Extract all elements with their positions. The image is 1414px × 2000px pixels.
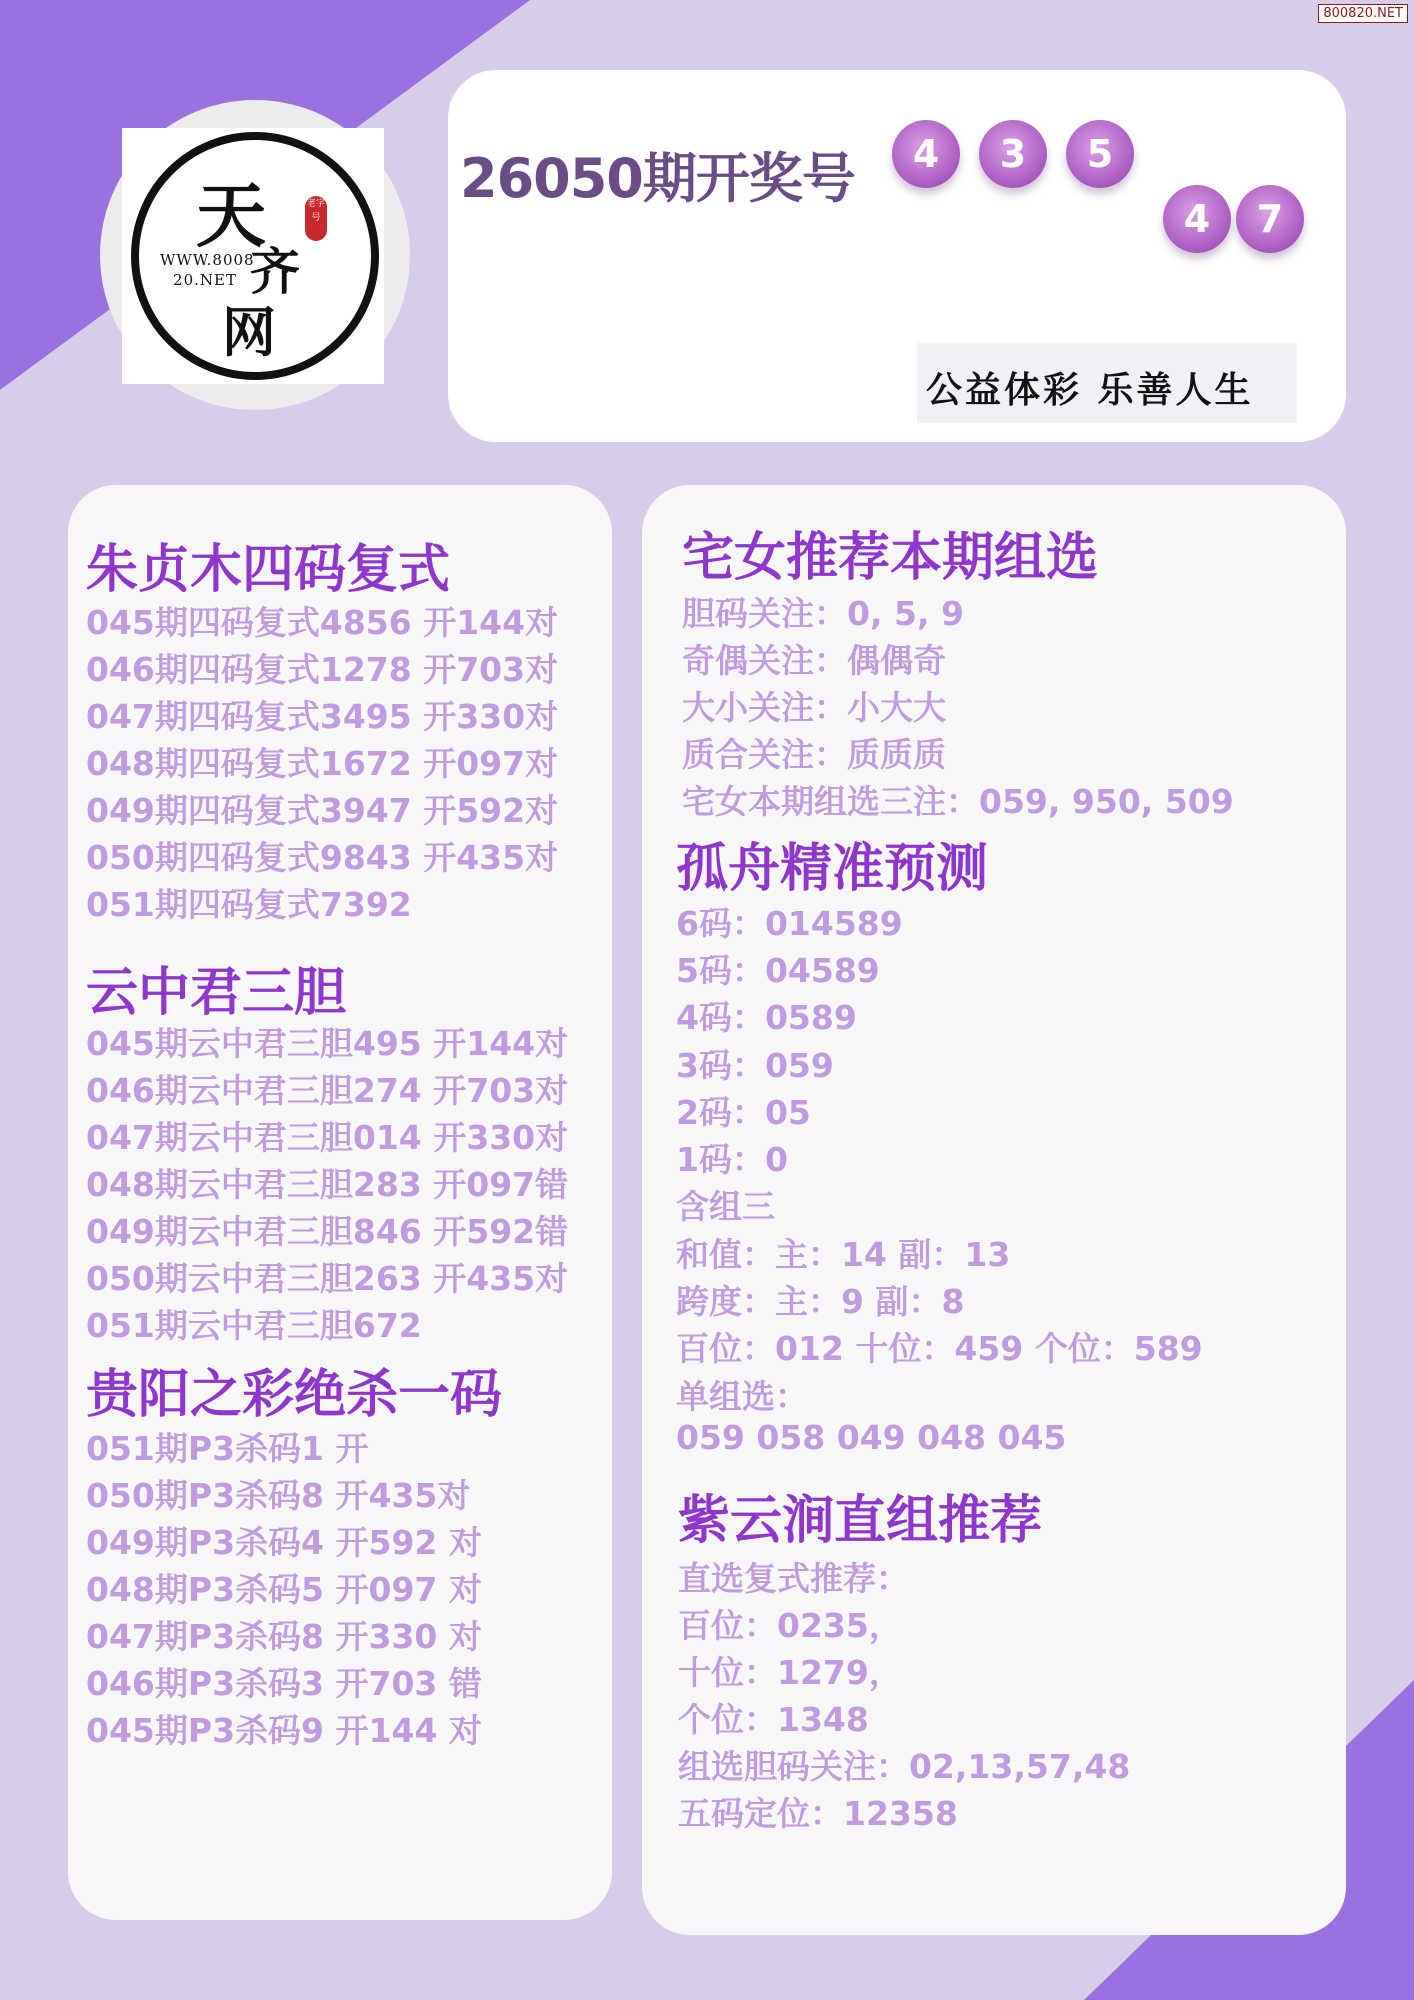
list-item: 单组选： [676,1377,808,1416]
logo-url-line: WWW.8008 [160,251,255,269]
list-item: 奇偶关注：偶偶奇 [682,641,946,680]
logo-char: 齐 [250,242,300,301]
list-item: 045期P3杀码9 开144 对 [86,1711,482,1750]
list-item: 含组三 [676,1187,775,1226]
list-item: 6码：014589 [676,904,903,943]
logo-char: 天 [196,174,266,257]
list-item: 直选复式推荐： [678,1559,909,1598]
list-item: 百位：012 十位：459 个位：589 [676,1329,1203,1368]
logo-url [160,250,255,290]
section-title: 宅女推荐本期组选 [682,528,1099,588]
list-item: 047期四码复式3495 开330对 [86,697,559,736]
list-item: 五码定位：12358 [678,1794,958,1833]
section-title: 孤舟精准预测 [676,839,989,899]
list-item: 2码：05 [676,1093,811,1132]
list-item: 050期四码复式9843 开435对 [86,838,559,877]
result-ball: 4 [1163,185,1231,253]
list-item: 050期P3杀码8 开435对 [86,1476,471,1515]
list-item: 045期云中君三胆495 开144对 [86,1024,569,1063]
list-item: 胆码关注：0, 5, 9 [682,594,964,633]
logo-char: 网 [222,300,276,364]
list-item: 051期云中君三胆672 [86,1306,422,1345]
result-ball: 5 [1066,120,1134,188]
list-item: 4码：0589 [676,998,857,1037]
list-item: 十位：1279， [678,1653,902,1692]
list-item: 045期四码复式4856 开144对 [86,603,559,642]
list-item: 059 058 049 048 045 [676,1418,1067,1457]
result-ball: 7 [1236,185,1304,253]
logo-url-line: 20.NET [173,271,237,289]
list-item: 046期云中君三胆274 开703对 [86,1071,569,1110]
list-item: 047期P3杀码8 开330 对 [86,1617,482,1656]
list-item: 个位：1348 [678,1700,869,1739]
list-item: 046期P3杀码3 开703 错 [86,1664,482,1703]
list-item: 048期四码复式1672 开097对 [86,744,559,783]
list-item: 跨度：主：9 副：8 [676,1282,965,1321]
list-item: 质合关注：质质质 [682,735,946,774]
list-item: 049期四码复式3947 开592对 [86,791,559,830]
section-title: 朱贞木四码复式 [86,540,451,600]
list-item: 大小关注：小大大 [682,688,946,727]
section-title: 云中君三胆 [86,963,347,1023]
list-item: 046期四码复式1278 开703对 [86,650,559,689]
list-item: 051期P3杀码1 开 [86,1429,369,1468]
draw-result-title: 26050期开奖号 [460,147,855,210]
logo-seal: 老字号 [305,196,327,241]
list-item: 百位：0235， [678,1606,902,1645]
list-item: 047期云中君三胆014 开330对 [86,1118,569,1157]
list-item: 组选胆码关注：02,13,57,48 [678,1747,1131,1786]
list-item: 3码：059 [676,1046,834,1085]
list-item: 048期云中君三胆283 开097错 [86,1165,569,1204]
section-title: 紫云涧直组推荐 [678,1491,1043,1551]
list-item: 050期云中君三胆263 开435对 [86,1259,569,1298]
watermark-label: 800820.NET [1318,4,1408,23]
result-ball: 3 [979,120,1047,188]
list-item: 5码：04589 [676,951,880,990]
list-item: 049期P3杀码4 开592 对 [86,1523,482,1562]
list-item: 049期云中君三胆846 开592错 [86,1212,569,1251]
list-item: 宅女本期组选三注：059, 950, 509 [682,782,1234,821]
result-ball: 4 [892,120,960,188]
list-item: 1码：0 [676,1140,788,1179]
slogan: 公益体彩 乐善人生 [926,369,1254,411]
list-item: 051期四码复式7392 [86,885,412,924]
list-item: 和值：主：14 副：13 [676,1235,1011,1274]
section-title: 贵阳之彩绝杀一码 [86,1365,503,1425]
list-item: 048期P3杀码5 开097 对 [86,1570,482,1609]
